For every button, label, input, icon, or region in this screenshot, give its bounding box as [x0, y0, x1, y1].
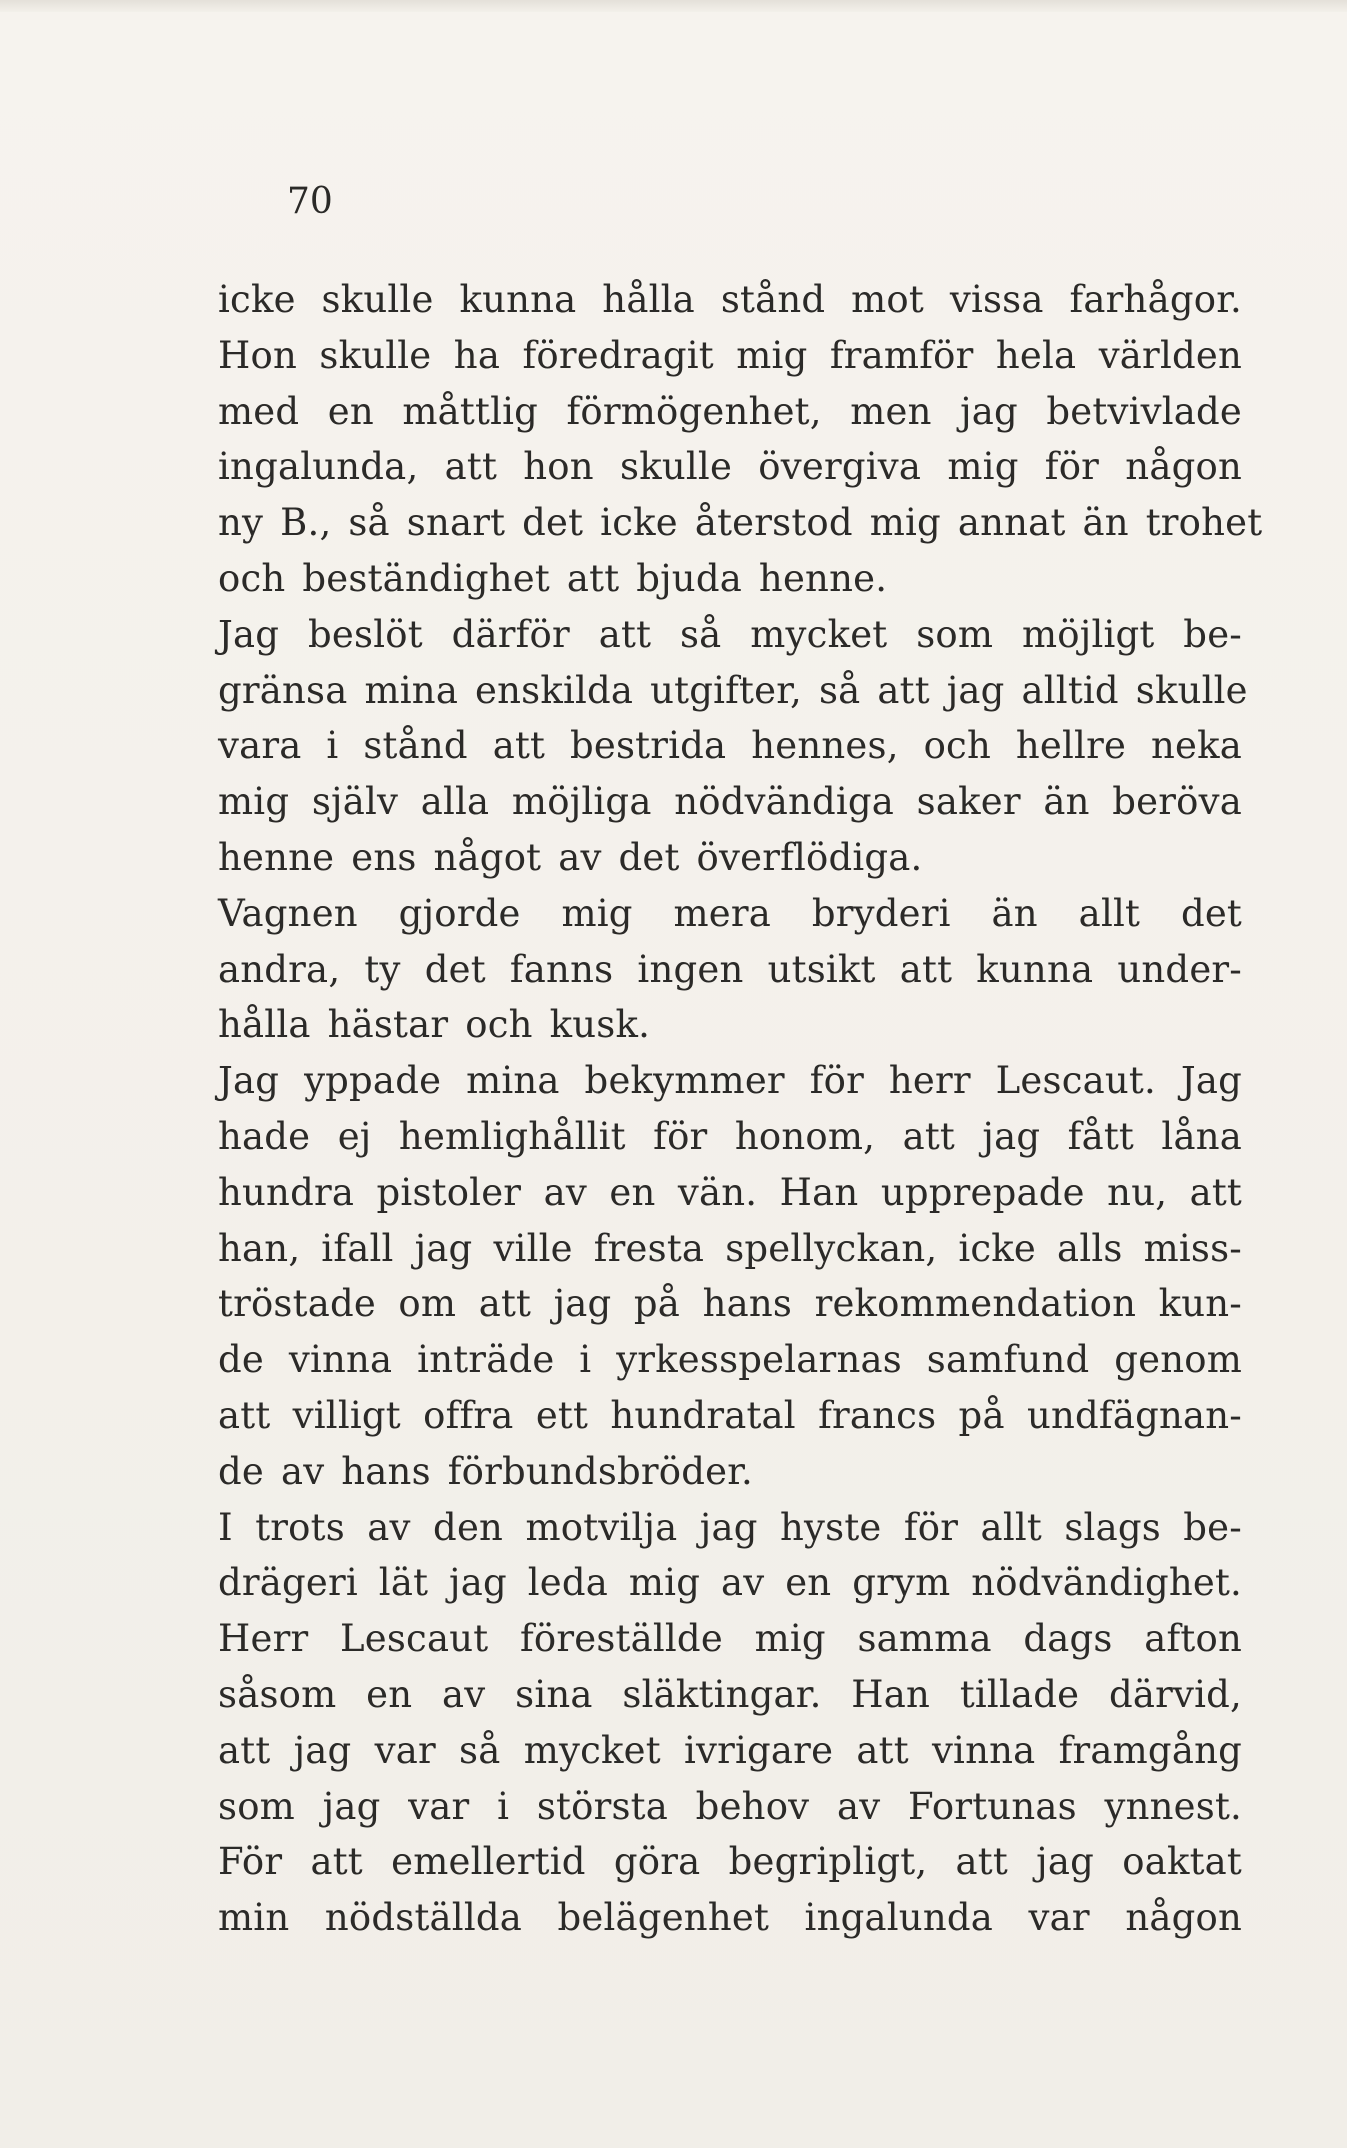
- text-line: icke skulle kunna hålla stånd mot vissa farhågor.: [218, 278, 1242, 321]
- text-line: hålla hästar och kusk.: [218, 1003, 651, 1047]
- text-line: min nödställda belägenhet ingalunda var någon: [218, 1896, 1242, 1940]
- text-line: med en måttlig förmögenhet, men jag betvivlade: [218, 389, 1242, 433]
- text-line: hundra pistoler av en vän. Han upprepade nu, att: [218, 1170, 1242, 1214]
- text-line: de vinna inträde i yrkesspelarnas samfund genom: [218, 1338, 1242, 1382]
- text-line: För att emellertid göra begripligt, att jag oaktat: [218, 1840, 1242, 1884]
- text-line: och beständighet att bjuda henne.: [218, 556, 888, 600]
- text-line: Jag yppade mina bekymmer för herr Lescaut. Jag: [218, 1059, 1242, 1103]
- text-line: de av hans förbundsbröder.: [218, 1449, 754, 1493]
- text-line: som jag var i största behov av Fortunas ynnest.: [218, 1784, 1242, 1828]
- text-line: andra, ty det fanns ingen utsikt att kunna under-: [218, 947, 1242, 991]
- text-line: Hon skulle ha föredragit mig framför hela världen: [218, 333, 1242, 377]
- text-line: hade ej hemlighållit för honom, att jag fått låna: [218, 1114, 1242, 1158]
- body-text: [218, 272, 1263, 1946]
- text-line: han, ifall jag ville fresta spellyckan, icke alls miss-: [218, 1226, 1242, 1270]
- text-line: gränsa mina enskilda utgifter, så att jag alltid skulle: [218, 668, 1248, 712]
- text-line: tröstade om att jag på hans rekommendation kun-: [218, 1282, 1242, 1326]
- text-line: ingalunda, att hon skulle övergiva mig för någon: [218, 445, 1242, 489]
- text-line: att jag var så mycket ivrigare att vinna framgång: [218, 1728, 1242, 1772]
- text-line: såsom en av sina släktingar. Han tillade därvid,: [218, 1672, 1242, 1716]
- text-line: ny B., så snart det icke återstod mig annat än trohet: [218, 501, 1263, 545]
- text-line: Herr Lescaut föreställde mig samma dags afton: [218, 1617, 1242, 1661]
- text-line: vara i stånd att bestrida hennes, och hellre neka: [218, 724, 1242, 768]
- text-line: henne ens något av det överflödiga.: [218, 835, 923, 879]
- text-line: mig själv alla möjliga nödvändiga saker än beröva: [218, 780, 1242, 824]
- page-top-edge: [0, 0, 1347, 12]
- page-number: 70: [287, 181, 333, 222]
- text-line: I trots av den motvilja jag hyste för allt slags be-: [218, 1505, 1242, 1549]
- text-line: att villigt offra ett hundratal francs på undfägnan-: [218, 1393, 1242, 1437]
- text-line: Vagnen gjorde mig mera bryderi än allt det: [218, 891, 1242, 935]
- text-line: drägeri lät jag leda mig av en grym nödvändighet.: [218, 1561, 1242, 1605]
- text-line: Jag beslöt därför att så mycket som möjligt be-: [218, 612, 1242, 656]
